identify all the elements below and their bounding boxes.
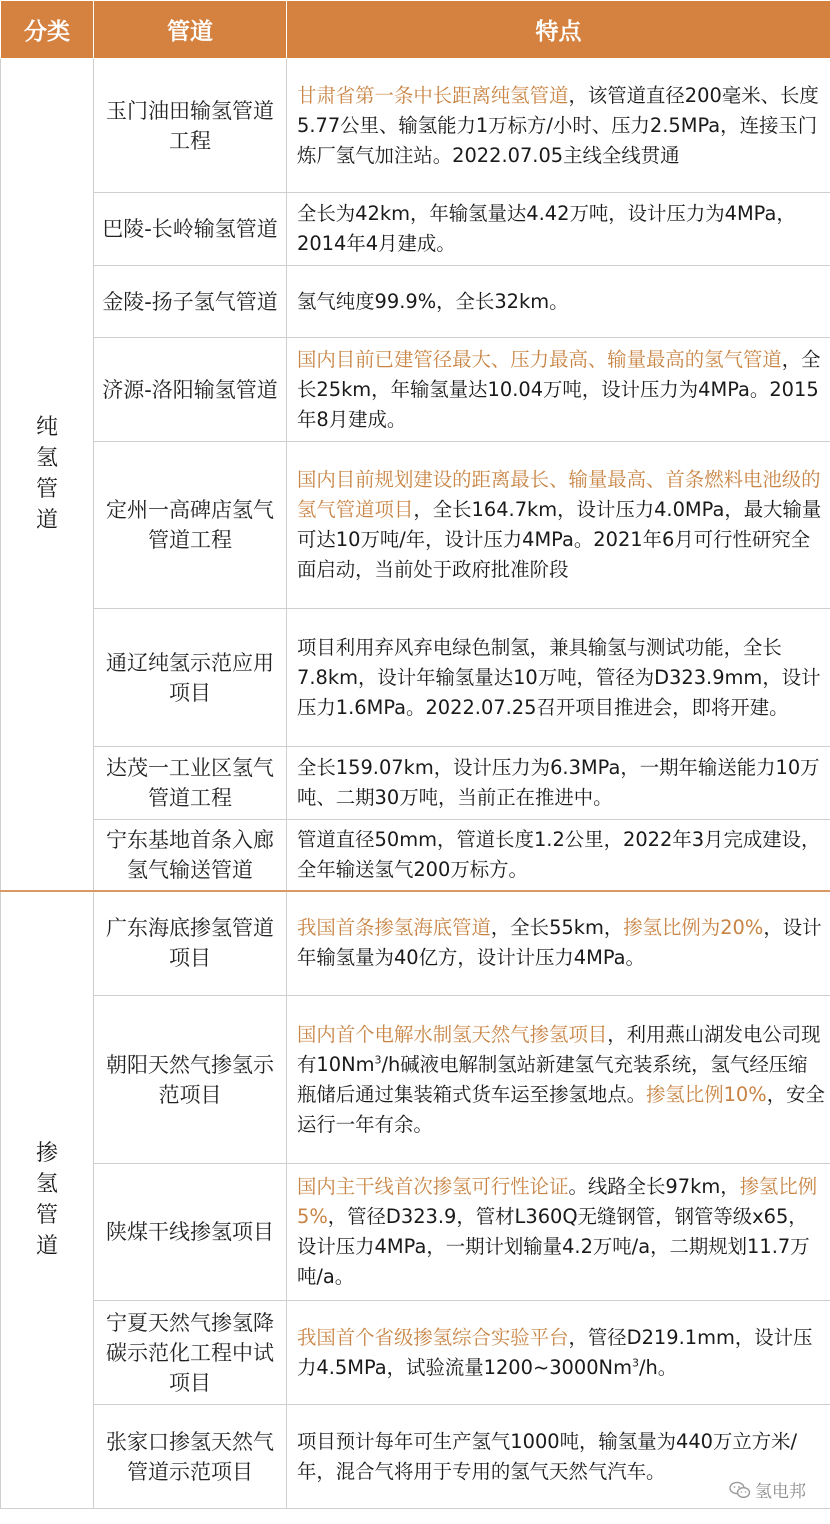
pipeline-name: 宁夏天然气掺氢降碳示范化工程中试项目 — [94, 1301, 287, 1405]
table-row — [1, 442, 830, 609]
category-blended-hydrogen — [1, 891, 94, 1509]
pipeline-name: 通辽纯氢示范应用项目 — [94, 609, 287, 747]
watermark-text: 氢电邦 — [755, 1482, 806, 1502]
pipeline-feature — [287, 820, 830, 891]
wechat-icon — [729, 1481, 751, 1499]
pipeline-feature — [287, 266, 830, 338]
watermark — [729, 1477, 806, 1502]
pipeline-name: 朝阳天然气掺氢示范项目 — [94, 996, 287, 1164]
table-row — [1, 820, 830, 891]
category-char: 管 — [35, 1202, 58, 1228]
pipeline-name: 金陵-扬子氢气管道 — [94, 266, 287, 338]
table-row — [1, 1301, 830, 1405]
pipeline-name: 宁东基地首条入廊氢气输送管道 — [94, 820, 287, 891]
table-row — [1, 996, 830, 1164]
pipeline-feature — [287, 996, 830, 1164]
category-char: 掺 — [35, 1140, 58, 1166]
pipeline-feature — [287, 609, 830, 747]
feature-text: /h碱液电解制氢站新建氢气充装系统，氢气经压缩瓶储后通过集装箱式货车运至掺氢地点。 — [297, 1052, 808, 1106]
category-char: 道 — [35, 508, 58, 534]
category-char: 纯 — [35, 415, 58, 441]
feature-text: ，全长25km，年输氢量达10.04万吨，设计压力为4MPa。2015年8月建成。 — [297, 347, 821, 431]
category-char: 氢 — [35, 1171, 58, 1197]
table-row — [1, 266, 830, 338]
feature-text: ，管径D219.1mm，设计压力4.5MPa，试验流量1200~3000Nm — [297, 1325, 813, 1379]
category-char: 管 — [35, 477, 58, 503]
table-row — [1, 1405, 830, 1509]
pipeline-feature — [287, 1164, 830, 1301]
pipeline-name: 广东海底掺氢管道项目 — [94, 891, 287, 996]
table-header-row — [1, 1, 830, 59]
category-pure-hydrogen — [1, 59, 94, 891]
table-row — [1, 59, 830, 193]
header-features: 特点 — [287, 1, 830, 59]
pipeline-feature — [287, 1301, 830, 1405]
pipeline-name: 玉门油田输氢管道工程 — [94, 59, 287, 193]
pipeline-name: 张家口掺氢天然气管道示范项目 — [94, 1405, 287, 1509]
pipeline-name: 定州一高碑店氢气管道工程 — [94, 442, 287, 609]
feature-text: ，安全运行一年有余。 — [297, 1082, 825, 1136]
highlight-text: 国内主干线首次掺氢可行性论证 — [297, 1175, 569, 1198]
feature-text: 3 — [631, 1356, 639, 1370]
highlight-text: 掺氢比例为20% — [623, 916, 764, 940]
header-pipeline: 管道 — [94, 1, 287, 59]
category-char: 道 — [35, 1233, 58, 1259]
pipeline-feature — [287, 442, 830, 609]
feature-text: 。线路全长97km， — [568, 1175, 740, 1198]
feature-text: 全长159.07km，设计压力为6.3MPa，一期年输送能力10万吨、二期30万吨，当前正在推进中。 — [297, 756, 820, 809]
feature-text: /h。 — [638, 1355, 678, 1379]
table-row — [1, 338, 830, 442]
feature-text: ，全长55km， — [490, 916, 624, 940]
feature-text: 氢气纯度99.9%，全长32km。 — [297, 289, 569, 313]
highlight-text: 甘肃省第一条中长距离纯氢管道 — [297, 83, 569, 107]
category-char: 氢 — [35, 446, 58, 472]
pipeline-feature — [287, 338, 830, 442]
pipeline-name: 陕煤干线掺氢项目 — [94, 1164, 287, 1301]
feature-text: 全长为42km，年输氢量达4.42万吨，设计压力为4MPa，2014年4月建成。 — [297, 202, 796, 255]
feature-text: 管道直径50mm，管道长度1.2公里，2022年3月完成建设，全年输送氢气200万标方。 — [297, 827, 821, 881]
feature-text: ，全长164.7km，设计压力4.0MPa，最大输量可达10万吨/年，设计压力4MPa。2021年6月可行性研究全面启动，当前处于政府批准阶段 — [297, 498, 822, 581]
highlight-text: 国内首个电解水制氢天然气掺氢项目 — [297, 1022, 608, 1046]
feature-text: ，管径D323.9，管材L360Q无缝钢管，钢管等级x65，设计压力4MPa，一期计划输量4.2万吨/a，二期规划11.7万吨/a。 — [297, 1205, 810, 1288]
feature-text: ，该管道直径200毫米、长度5.77公里、输氢能力1万标方/小时、压力2.5MPa，连接玉门炼厂氢气加注站。2022.07.05主线全线贯通 — [297, 83, 819, 167]
highlight-text: 我国首条掺氢海底管道 — [297, 916, 491, 940]
pipeline-feature — [287, 59, 830, 193]
pipeline-name: 达茂一工业区氢气管道工程 — [94, 747, 287, 820]
pipeline-feature — [287, 193, 830, 266]
pipeline-feature — [287, 747, 830, 820]
pipeline-feature — [287, 891, 830, 996]
table-row — [1, 747, 830, 820]
highlight-text: 掺氢比例5% — [297, 1175, 818, 1228]
highlight-text: 我国首个省级掺氢综合实验平台 — [297, 1325, 569, 1349]
table-row — [1, 1164, 830, 1301]
pipeline-name: 济源-洛阳输氢管道 — [94, 338, 287, 442]
feature-text: ，利用燕山湖发电公司现有10Nm — [297, 1022, 821, 1076]
feature-text: 项目利用弃风弃电绿色制氢，兼具输氢与测试功能，全长7.8km，设计年输氢量达10万吨，管径为D323.9mm，设计压力1.6MPa。2022.07.25召开项目推进会，即将开建。 — [297, 635, 821, 719]
pipeline-name: 巴陵-长岭输氢管道 — [94, 193, 287, 266]
highlight-text: 国内目前规划建设的距离最长、输量最高、首条燃料电池级的氢气管道项目 — [297, 468, 821, 521]
feature-text: 3 — [374, 1053, 382, 1067]
header-category: 分类 — [1, 1, 94, 59]
highlight-text: 国内目前已建管径最大、压力最高、输量最高的氢气管道 — [297, 347, 782, 371]
table-row — [1, 891, 830, 996]
feature-text: 项目预计每年可生产氢气1000吨，输氢量为440万立方米/年，混合气将用于专用的氢气天然气汽车。 — [297, 1429, 798, 1483]
table-row — [1, 193, 830, 266]
table-row — [1, 609, 830, 747]
feature-text: ，设计年输氢量为40亿方，设计计压力4MPa。 — [297, 916, 822, 970]
highlight-text: 掺氢比例10% — [646, 1082, 767, 1106]
